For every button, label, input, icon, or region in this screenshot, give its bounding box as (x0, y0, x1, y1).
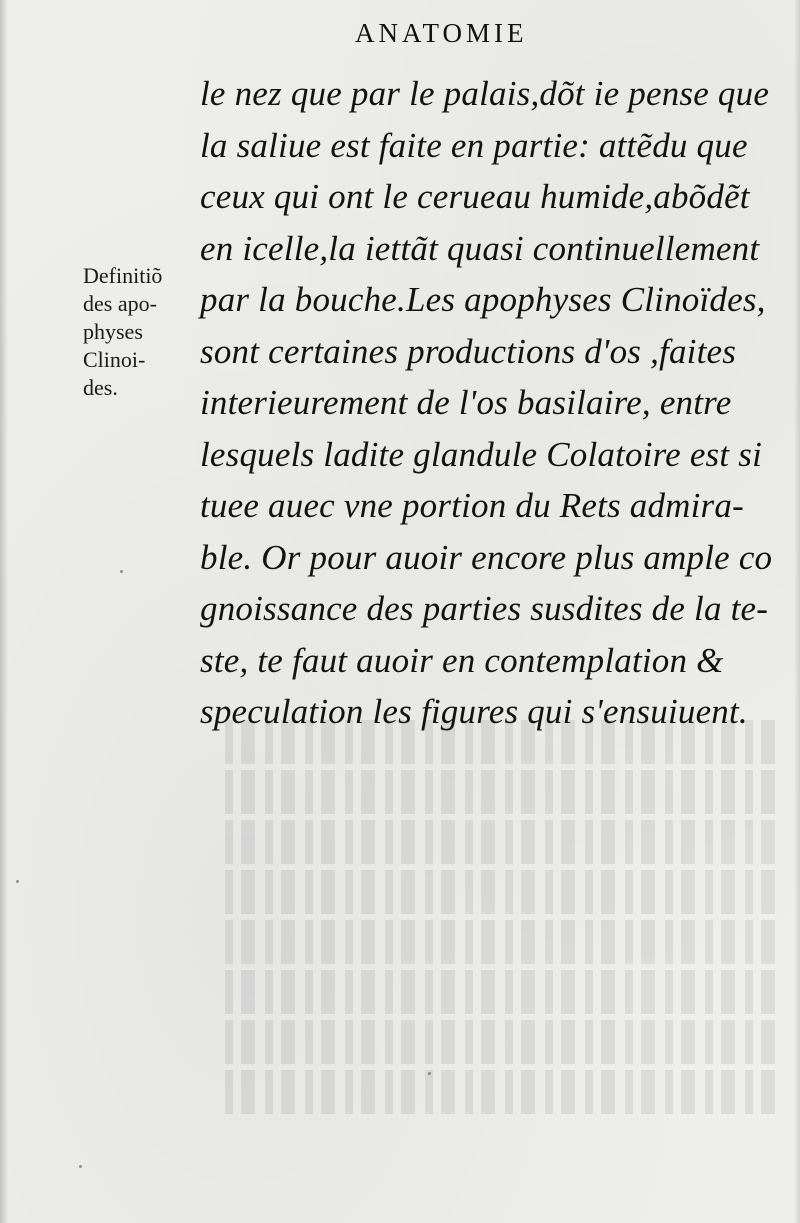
text-line: interieurement de l'os basilaire, entre (200, 383, 732, 422)
ink-speck (120, 570, 123, 573)
ink-speck (16, 880, 19, 883)
text-line: ste, te faut auoir en contemplation & (200, 640, 724, 680)
margin-note-line: des. (83, 375, 118, 400)
page-edge-left (0, 0, 8, 1223)
running-title: ANATOMIE (355, 18, 528, 48)
text-line: speculation les figures qui s'ensuiuent. (200, 692, 748, 731)
body-text (200, 68, 790, 738)
text-line: gnoissance des parties susdites de la te- (200, 589, 769, 628)
text-line: sont certaines productions d'os ,faites (200, 331, 737, 371)
text-line: le nez que par le palais,dõt ie pense que (200, 74, 770, 113)
text-line: ceux qui ont le cerueau humide,abõdẽt (200, 177, 750, 216)
text-line: ble. Or pour auoir encore plus ample co (200, 537, 773, 577)
page-edge-right (794, 0, 800, 1223)
text-line: la saliue est faite en partie: attẽdu que (200, 125, 748, 165)
margin-note-line: des apo- (83, 291, 157, 316)
margin-note (83, 262, 208, 402)
margin-note-line: Clinoi- (83, 347, 146, 372)
text-line: par la bouche.Les apophyses Clinoïdes, (200, 280, 766, 319)
ink-speck (428, 1072, 431, 1075)
text-line: en icelle,la iettãt quasi continuellement (200, 228, 760, 268)
margin-note-line: Definitiõ (83, 263, 163, 288)
show-through-text (215, 720, 775, 1140)
text-line: lesquels ladite glandule Colatoire est si (200, 434, 762, 474)
margin-note-line: physes (83, 319, 143, 344)
text-line: tuee auec vne portion du Rets admira- (200, 486, 744, 525)
ink-speck (79, 1165, 82, 1168)
